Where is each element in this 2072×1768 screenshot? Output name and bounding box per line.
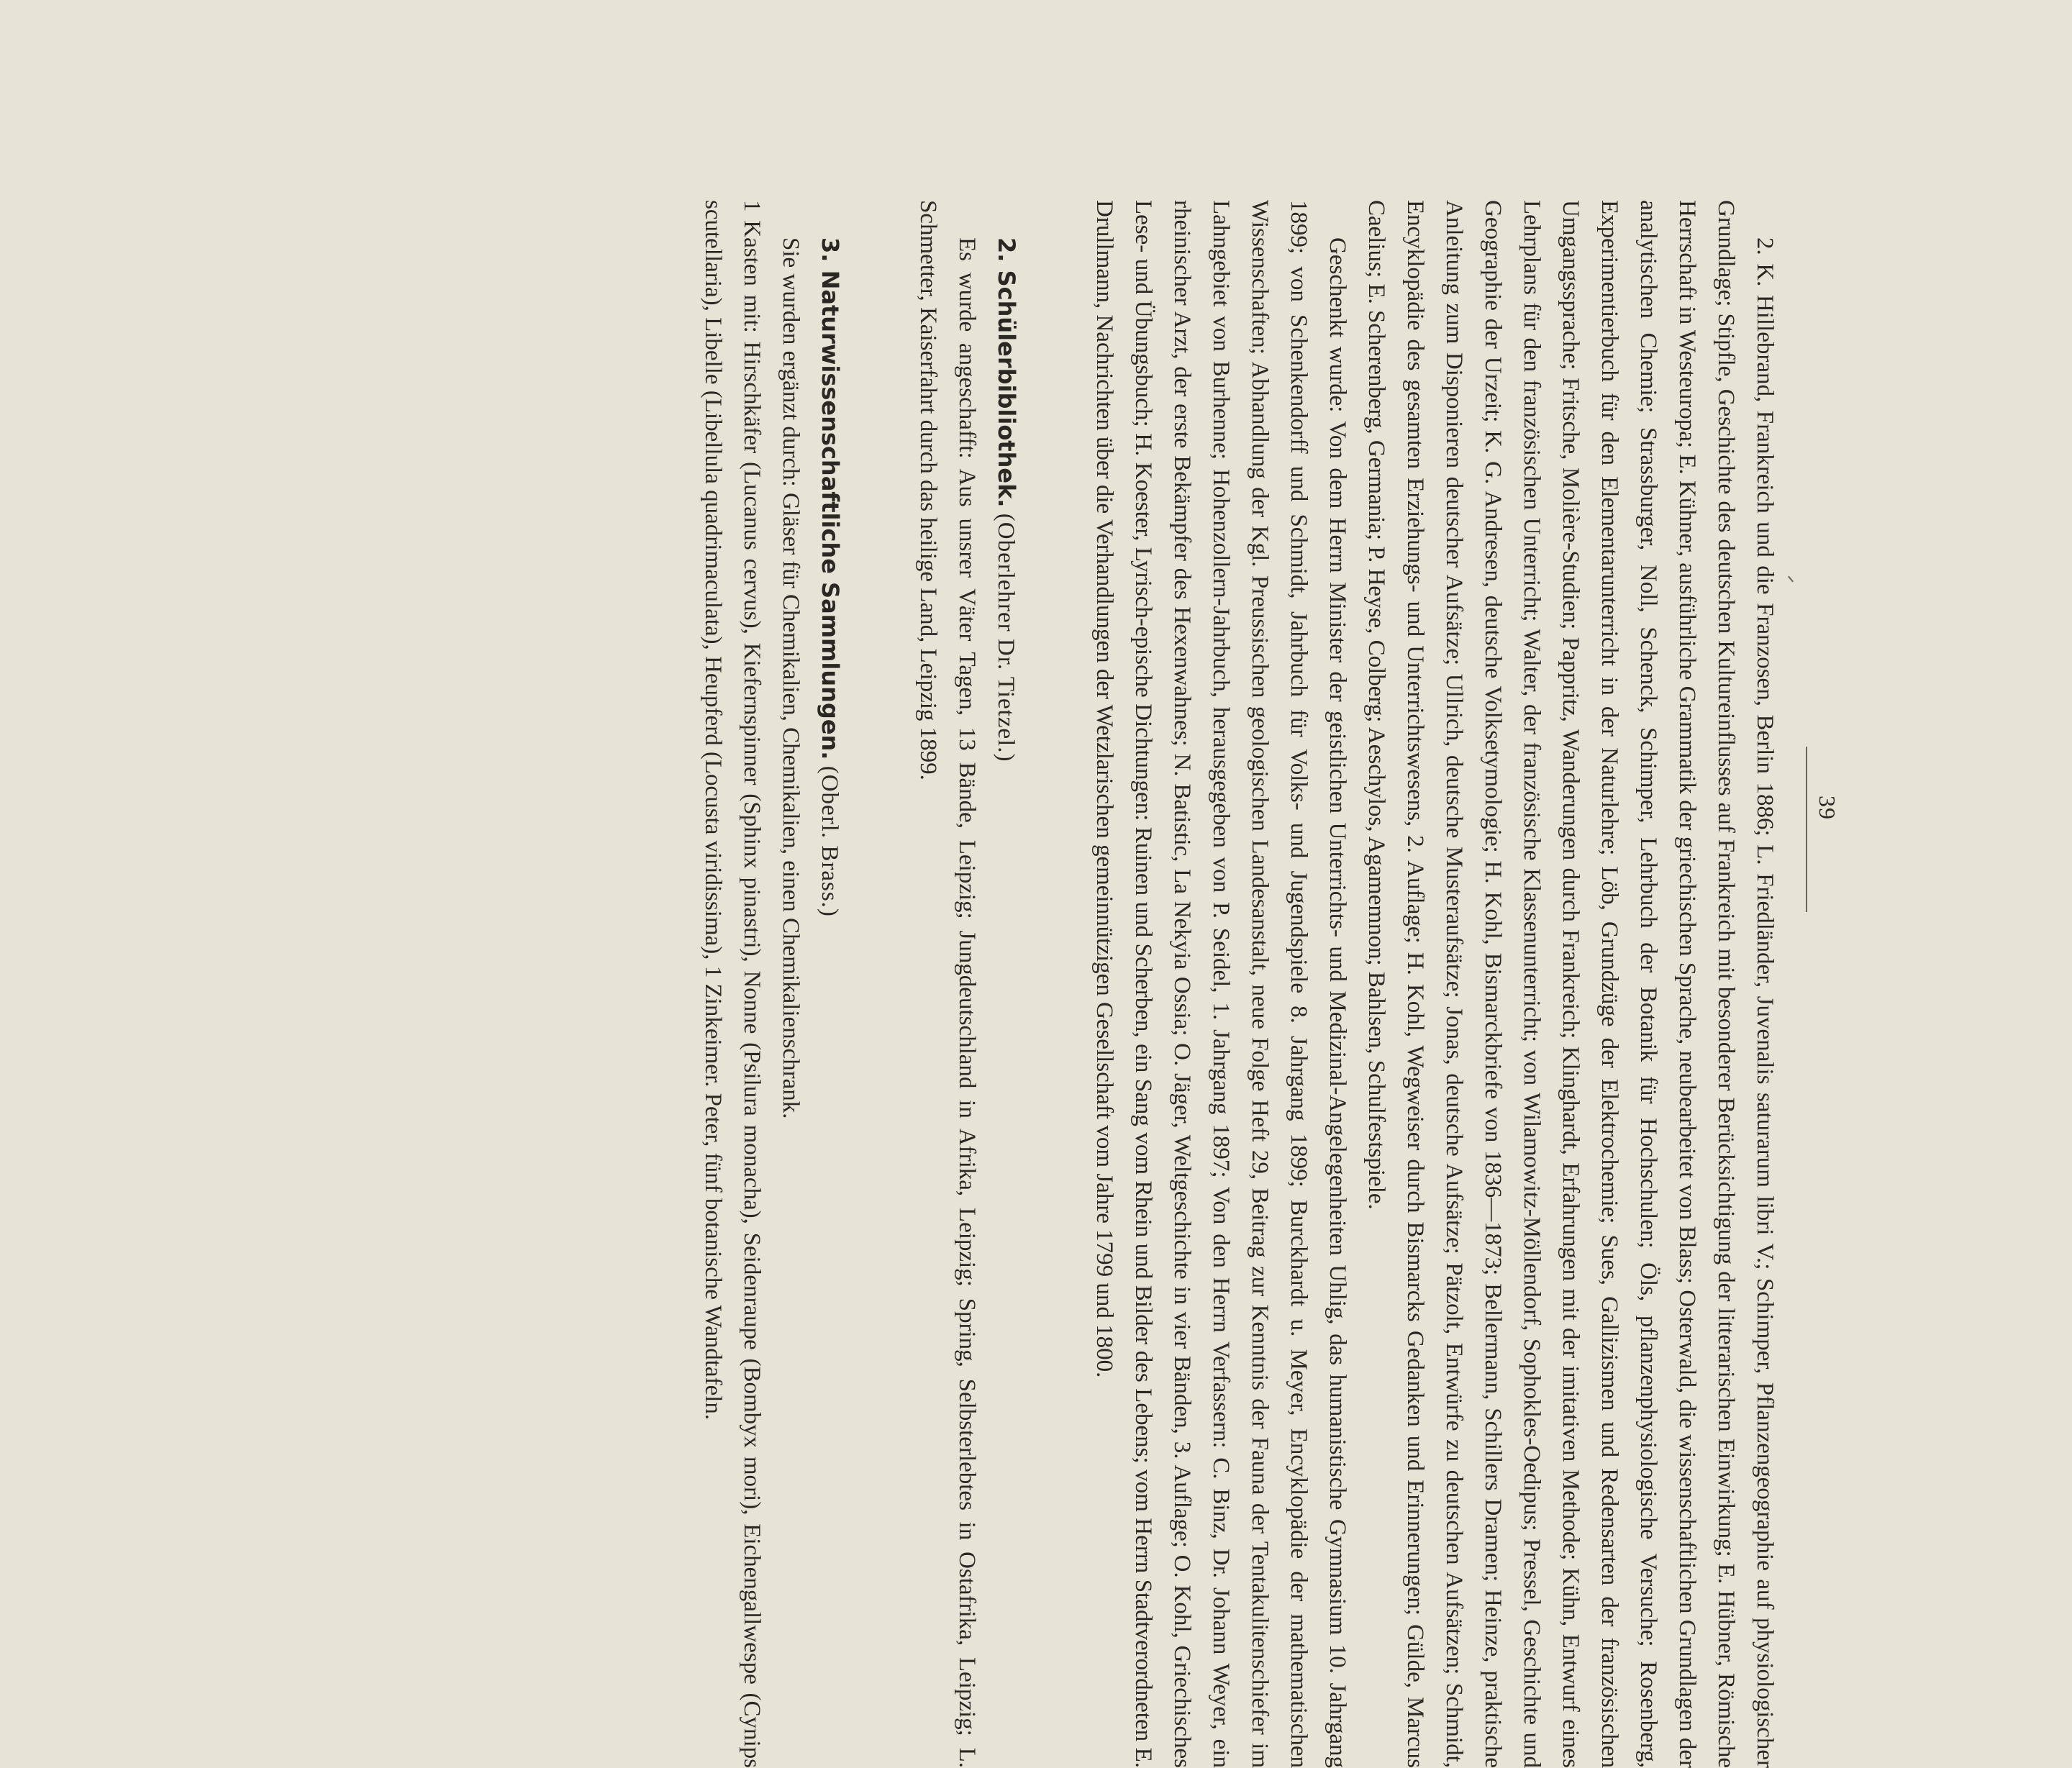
sammlungen-body-1: Sie wurden ergänzt durch: Gläser für Chemikalien, Chemikalien, einen Chemikalienschrank. xyxy=(778,237,804,1119)
schuelerbibliothek-body: Es wurde angeschafft: Aus unsrer Väter Tagen, 13 Bände, Leipzig; Jungdeutschland in Afrika, Leipzig; Spring, Selbsterlebtes in Ostafrika, Leipzig; L. Schmetter, Kaiserfahrt durch das heilige Land, Leipzig 1899. xyxy=(915,200,980,1768)
page-number: 39 xyxy=(1814,796,1840,820)
section-note-schuelerbibliothek: (Oberlehrer Dr. Tietzel.) xyxy=(993,513,1019,762)
section-heading-schuelerbibliothek xyxy=(986,200,1026,1768)
library-item-2: 2. K. Hillebrand, Frankreich und die Franzosen, Berlin 1886; L. Friedländer, Juvenalis saturarum libri V.; Schimper, Pflanzengeographie auf physiologischer Grundlage; Stipfle, Geschichte des deutschen Kultureinflusses auf Frankreich mit besonderer Berücksichtigung der litterarischen Einwirkung; E. Hübner, Römische Herrschaft in Westeuropa; E. Kühner, ausführliche Grammatik der griechischen Sprache, neubearbeitet von Blass; Osterwald, die wissenschaftlichen Grundlagen der analytischen Chemie; Strassburger, Noll, Schenck, Schimper, Lehrbuch der Botanik für Hochschulen; Öls, pflanzenphysiologische Versuche; Rosenberg, Experimentierbuch für den Elementarunterricht in der Naturlehre; Löb, Grundzüge der Elektrochemie; Sues, Gallizismen und Redensarten der französischen Umgangssprache; Fritsche, Molière-Studien; Pappritz, Wanderungen durch Frankreich; Klinghardt, Erfahrungen mit der imitativen Methode; Kühn, Entwurf eines Lehrplans für den französischen Unterricht; Walter, der französische Klassenunterricht; von Wilamowitz-Möllendorf, Sophokles-Oedipus; Pressel, Geschichte und Geographie der Urzeit; K. G. Andresen, deutsche Volksetymologie; H. Kohl, Bismarckbriefe von 1836—1873; Bellermann, Schillers Dramen; Heinze, praktische Anleitung zum Disponieren deutscher Aufsätze; Ullrich, deutsche Musteraufsätze; Jonas, deutsche Aufsätze; Pätzolt, Entwürfe zu deutschen Aufsätzen; Schmidt, Encyklopädie des gesamten Erziehungs- und Unterrichtswesens, 2. Auflage; H. Kohl, Wegweiser durch Bismarcks Gedanken und Erinnerungen; Gülde, Marcus Caelius; E. Scherenberg, Germania; P. Heyse, Colberg; Aeschylos, Agamemnon; Bahlsen, Schulfestspiele. xyxy=(1363,200,1778,1768)
page-body xyxy=(694,200,1784,1768)
library-gifts: Geschenkt wurde: Von dem Herrn Minister der geistlichen Unterrichts- und Medizinal-Angelegenheiten Uhlig, das humanistische Gymnasium 10. Jahrgang 1899; von Schenkendorff und Schmidt, Jahrbuch für Volks- und Jugendspiele 8. Jahrgang 1899; Burckhardt u. Meyer, Encyklopädie der mathematischen Wissenschaften; Abhandlung der Kgl. Preussischen geologischen Landesanstalt, neue Folge Heft 29, Beitrag zur Kenntnis der Fauna der Tentakulitenschiefer im Lahngebiet von Burhenne; Hohenzollern-Jahrbuch, herausgegeben von P. Seidel, 1. Jahrgang 1897; Von den Herrn Verfassern: C. Binz, Dr. Johann Weyer, ein rheinischer Arzt, der erste Bekämpfer des Hexenwahnes; N. Batistic, La Nekyia Ossia; O. Jäger, Weltgeschichte in vier Bänden, 3. Auflage; O. Kohl, Griechisches Lese- und Übungsbuch; H. Koester, Lyrisch-epische Dichtungen: Ruinen und Scherben, ein Sang vom Rhein und Bilder des Lebens; vom Herrn Stadtverordneten E. Drullmann, Nachrichten über die Verhandlungen der Wetzlarischen gemeinnützigen Gesellschaft vom Jahre 1799 und 1800. xyxy=(1091,200,1350,1768)
section-heading-sammlungen xyxy=(810,200,850,1768)
sammlungen-body-2: 1 Kasten mit: Hirschkäfer (Lucanus cervus), Kiefernspinner (Sphinx pinastri), Nonne (Psilura monacha), Seidenraupe (Bombyx mori), Eichengallwespe (Cynips scutellaria), Libelle (Libellula quadrimaculata), Heupferd (Locusta viridissima), 1 Zinkeimer. Peter, fünf botanische Wandtafeln. xyxy=(700,200,765,1768)
print-mark xyxy=(1788,576,1794,583)
rotated-page xyxy=(230,27,1842,1768)
section-note-sammlungen: (Oberl. Brass.) xyxy=(817,765,842,917)
section-title-schuelerbibliothek: 2. Schülerbibliothek. xyxy=(993,237,1020,508)
section-title-sammlungen: 3. Naturwissenschaftliche Sammlungen. xyxy=(817,237,844,760)
page-number-rule xyxy=(1806,747,1807,912)
